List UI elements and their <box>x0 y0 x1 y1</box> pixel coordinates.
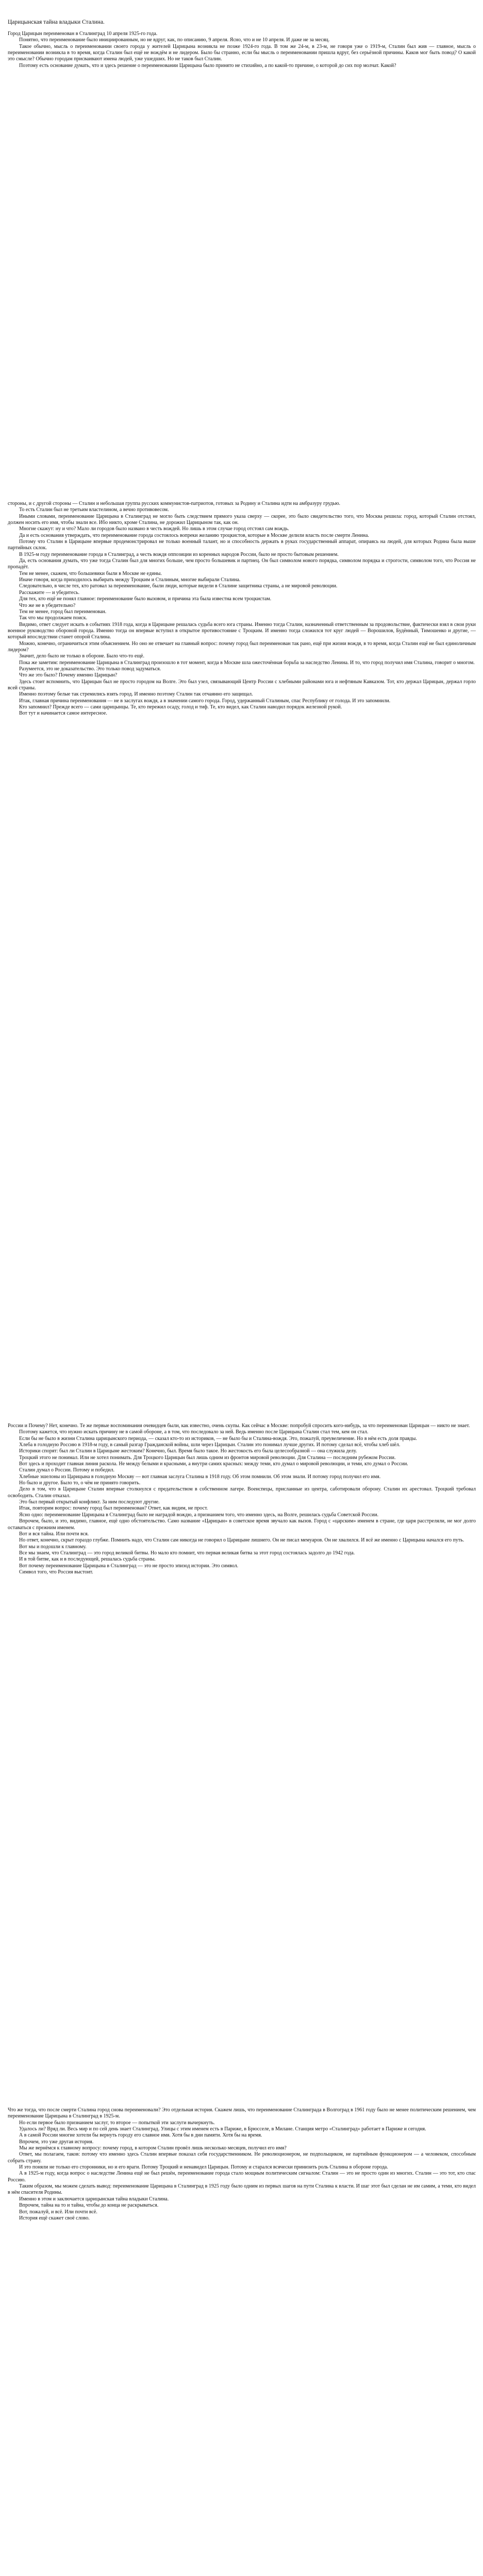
paragraph: А в самой России многие хотели бы вернуть городу его славное имя. Хотя бы в дни памяти. Хотя бы на время. <box>19 2132 262 2139</box>
paragraph: Расскажите — и убедитесь. <box>19 589 80 596</box>
text-section-2 <box>8 501 476 1408</box>
paragraph: стороны, и с другой стороны — Сталин и небольшая группа русских коммунистов-патриотов, готовых за Родину и Сталина идти на амбразуру грудью. <box>8 501 341 506</box>
paragraph: Так что мы продолжаем поиск. <box>19 615 88 621</box>
paragraph: Да и есть основания утверждать, что переименование города состоялось вопреки желанию троцкистов, которые в Москве делили власть после смерти Ленина. <box>19 532 369 538</box>
paragraph: Видимо, ответ следует искать в событиях 1918 года, когда в Царицыне решалась судьба всего юга страны. Именно тогда Сталин, назначенный ответственным за продовольствие, фактически взял в свои руки военное руководство обороной города. Именно тогда он впервые вступил в открытое противостояние с Троцким. И именно тогда сложился тот круг людей — Ворошилов, Будённый, Тимошенко и другие, — который впоследствии станет опорой Сталина. <box>8 621 476 640</box>
paragraph: Но если первое было признанием заслуг, то второе — попыткой эти заслуги вычеркнуть. <box>19 2120 215 2126</box>
paragraph: Иными словами, переименование Царицына в Сталинград не могло быть следствием прямого указа сверху — скорее, это было свидетельство того, что Москва решила: город, который Сталин отстоял, должен носить его имя, чтобы знали все. Ибо никто, кроме Сталина, не дорожил Царицыном так, как он. <box>8 513 476 526</box>
paragraph: Кто запомнил? Прежде всего — сами царицынцы. Те, кто пережил осаду, голод и тиф. Те, кто видел, как Сталин наводил порядок железной рукой. <box>19 704 342 710</box>
paragraph: Символ того, что Россия выстоит. <box>19 1569 93 1575</box>
paragraph: Таким образом, мы можем сделать вывод: переименование Царицына в Сталинград в 1925 году было одним из первых шагов на пути Сталина к власти. И шаг этот был сделан не им самим, а теми, кто видел в нём спасителя Родины. <box>8 2183 476 2196</box>
paragraph: Можно, конечно, ограничиться этим объяснением. Но оно не отвечает на главный вопрос: почему город был переименован так рано, ещё при жизни вождя, в то время, когда Сталин ещё не был единоличным лидером? <box>8 640 476 653</box>
paragraph: Хлеба в голодную Россию в 1918-м году, в самый разгар Гражданской войны, шли через Царицын. Сталин это понимал лучше других. И потому сделал всё, чтобы хлеб шёл. <box>19 1442 401 1448</box>
paragraph: Троцкий этого не понимал. Или не хотел понимать. Для Троцкого Царицын был лишь одним из фронтов мировой революции. Для Сталина — последним рубежом России. <box>19 1454 396 1461</box>
paragraph: Понятно, что переименование было инициированным, но не вдруг, как, по описанию, 9 апреля. Ясно, что и не 10 апреля. И даже не за месяц. <box>19 37 330 43</box>
paragraph: Итак, главная причина переименования — не в заслугах вождя, а в значении самого города. Город, удержанный Сталиным, спас Республику от голода. И это запомнили. <box>19 698 391 704</box>
paragraph: Следовательно, в числе тех, кто ратовал за переименование, были люди, которые видели в Сталине защитника страны, а не мировой революции. <box>19 583 338 589</box>
paragraph: Поэтому кажется, что нужно искать причину не в самой обороне, а в том, что последовало за ней. Ведь именно после Царицына Сталин стал тем, кем он стал. <box>19 1429 369 1435</box>
paragraph: Иначе говоря, когда приходилось выбирать между Троцким и Сталиным, многие выбирали Сталина. <box>19 577 241 583</box>
paragraph: Впрочем, было, и это, видимо, главное, ещё одно обстоятельство. Само название «Царицын» в советское время звучало как вызов. Город с «царским» именем в стране, где царя расстреляли, не мог долго оставаться с прежним именем. <box>8 1518 476 1531</box>
paragraph: Историки спорят: был ли Сталин в Царицыне жестоким? Конечно, был. Время было такое. Но жестокость его была целесообразной — она служила делу. <box>19 1448 357 1454</box>
paragraph: Если бы не было в жизни Сталина царицынского периода, — сказал кто-то из историков, — не было бы и Сталина-вождя. Это, пожалуй, преувеличение. Но в нём есть доля правды. <box>19 1435 417 1442</box>
paragraph: Вот, пожалуй, и всё. Или почти всё. <box>19 2209 97 2215</box>
document-title: Царицынская тайна владыки Сталина. <box>8 19 105 25</box>
paragraph: Хлебные эшелоны из Царицына в голодную Москву — вот главная заслуга Сталина в 1918 году. Об этом помнили. Об этом знали. И потому город получил его имя. <box>19 1473 381 1480</box>
paragraph: Сталин думал о России. Потому и победил. <box>19 1467 114 1473</box>
paragraph: Вот почему переименование Царицына в Сталинград — это не просто эпизод истории. Это символ. <box>19 1563 239 1569</box>
paragraph: Такое обычно, мысль о переименовании своего города у жителей Царицына возникла не позже 1924-го года. В том же 24-м, в 23-м, не говоря уже о 1919-м, Сталин был жив — главное, мысль о переименовании возникла в то время, когда Сталин был ещё не вождём и не лидером. Было бы странно, если бы мысль о переименовании пришла вдруг, без серьёзной причины. Каков мог быть повод? О какой это смысле? Обычно городам присваивают имена людей, уже ушедших. Но не таков был Сталин. <box>8 43 476 62</box>
paragraph: То есть Сталин был не третьим властелином, а вечно противовесом. <box>19 507 169 513</box>
paragraph: Здесь стоит вспомнить, что Царицын был не просто городом на Волге. Это был узел, связывающий Центр России с хлебными районами юга и нефтяным Кавказом. Тот, кто держал Царицын, держал горло всей страны. <box>8 679 476 691</box>
paragraph: Но было и другое. Было то, о чём не принято говорить. <box>19 1480 141 1486</box>
paragraph: Мы же вернёмся к главному вопросу: почему город, в котором Сталин провёл лишь несколько месяцев, получил его имя? <box>19 2145 287 2151</box>
paragraph: Разумеется, это не доказательство. Это только повод задуматься. <box>19 666 161 672</box>
paragraph: Тем не менее, город был переименован. <box>19 608 107 615</box>
paragraph: России и Почему? Нет, конечно. Те же первые воспоминания очевидцев были, как известно, очень скупы. Как сейчас в Москве: попробуй спросить кого-нибудь, за что переименован Царицын — никто не знает. <box>8 1423 470 1429</box>
paragraph: Поэтому есть основание думать, что и здесь решение о переименовании Царицына было принято не стихийно, а по какой-то причине, о которой до сих пор молчат. Какой? <box>19 62 396 69</box>
paragraph: Впрочем, тайна на то и тайна, чтобы до конца не раскрываться. <box>19 2202 159 2209</box>
paragraph: Вот мы и подошли к главному. <box>19 1544 87 1550</box>
paragraph: Удалось ли? Вряд ли. Весь мир и по сей день знает Сталинград. Улицы с этим именем есть в Париже, в Брюсселе, в Милане. Станция метро «Сталинград» работает в Париже и сегодня. <box>19 2126 426 2132</box>
paragraph: Да, есть основания думать, что уже тогда Сталин был для многих больше, чем просто большевик и партиец. Он был символом нового порядка, символом порядка и строгости, символом того, что Россия не пропадёт. <box>8 558 476 570</box>
paragraph: Что же не в убедительно? <box>19 602 76 608</box>
paragraph: Итак, повторим вопрос: почему город был переименован? Ответ, как видим, не прост. <box>19 1505 208 1512</box>
paragraph: Для тех, кто ещё не понял главное: переименование было вызовом, и причина эта была известна всем троцкистам. <box>19 596 272 602</box>
paragraph: Город Царицын переименован в Сталинград 10 апреля 1925-го года. <box>8 31 158 37</box>
paragraph: Дело в том, что в Царицыне Сталин впервые столкнулся с предательством в собственном лагере. Военспецы, присланные из центра, саботировали оборону. Сталин их арестовал. Троцкий требовал освободить. Сталин отказал. <box>8 1486 476 1499</box>
paragraph: И в той битве, как и в последующей, решалась судьба страны. <box>19 1556 156 1563</box>
text-section-3 <box>8 1423 476 2088</box>
paragraph: И это поняли не только его сторонники, но и его враги. Потому Троцкий и ненавидел Царицын. Потому и старался всячески принизить роль Сталина в обороне города. <box>19 2164 388 2171</box>
paragraph: Что же тогда, что после смерти Сталина город снова переименовали? Это отдельная история. Скажем лишь, что переименование Сталинграда в Волгоград в 1961 году было не менее политическим решением, чем переименование Царицына в Сталинград в 1925-м. <box>8 2107 476 2120</box>
paragraph: Пока же заметим: переименование Царицына в Сталинград произошло в тот момент, когда в Москве шла ожесточённая борьба за наследство Ленина. И то, что город получил имя Сталина, говорит о многом. <box>19 659 475 666</box>
paragraph: Значит, дело было не только в обороне. Было что-то ещё. <box>19 653 144 659</box>
paragraph: Именно в этом и заключается царицынская тайна владыки Сталина. <box>19 2196 169 2202</box>
paragraph: Все мы знаем, что Сталинград — это город великой битвы. Но мало кто помнит, что первая великая битва за этот город состоялась задолго до 1942 года. <box>19 1550 355 1556</box>
text-section-4 <box>8 2107 476 2576</box>
paragraph: А в 1925-м году, когда вопрос о наследстве Ленина ещё не был решён, переименование города стало мощным политическим сигналом: Сталин — это не просто один из многих. Сталин — это тот, кто спас Россию. <box>8 2171 476 2183</box>
paragraph: Впрочем, это уже другая история. <box>19 2139 94 2145</box>
paragraph: Вот и вся тайна. Или почти вся. <box>19 1531 89 1537</box>
paragraph: Ответ, мы полагаем, таков: потому что именно здесь Сталин впервые показал себя государственником. Не революционером, не подпольщиком, не партийным функционером — а человеком, способным собрать страну. <box>8 2151 476 2164</box>
paragraph: Ясно одно: переименование Царицына в Сталинград было не наградой вождю, а признанием того, что именно здесь, на Волге, решилась судьба Советской России. <box>19 1512 379 1518</box>
paragraph: Что же это было? Почему именно Царицын? <box>19 672 118 679</box>
paragraph: Многие скажут: ну и что? Мало ли городов было названо в честь вождей. Но лишь в этом случае город отстоял сам вождь. <box>19 526 289 532</box>
paragraph: Потому что Сталин в Царицыне впервые продемонстрировал не только военный талант, но и способность держать в руках государственный аппарат, опираясь на людей, для которых Родина была выше партийных склок. <box>8 539 476 551</box>
paragraph: Вот тут и начинается самое интересное. <box>19 710 107 717</box>
paragraph: История ещё скажет своё слово. <box>19 2215 90 2221</box>
paragraph: Но ответ, конечно, скрыт гораздо глубже. Помнить надо, что Сталин сам никогда не говорил о Царицыне лишнего. Он не писал мемуаров. Он не хвалился. И всё же именно с Царицына начался его путь. <box>19 1537 464 1544</box>
text-section-1 <box>8 31 476 252</box>
paragraph: Тем не менее, скажем, что большевики были в Москве не едины. <box>19 570 162 577</box>
paragraph: В 1925-м году переименование города в Сталинград, а честь вождя оппозиции из коренных народов России, было не просто бытовым решением. <box>19 551 339 557</box>
paragraph: Вот здесь и проходит главная линия раскола. Не между белыми и красными, а внутри самих красных: между теми, кто думал о мировой революции, и теми, кто думал о России. <box>19 1461 408 1467</box>
paragraph: Это был первый открытый конфликт. За ним последуют другие. <box>19 1499 160 1505</box>
paragraph: Именно поэтому белые так стремились взять город. И именно поэтому Сталин так отчаянно его защищал. <box>19 691 253 698</box>
